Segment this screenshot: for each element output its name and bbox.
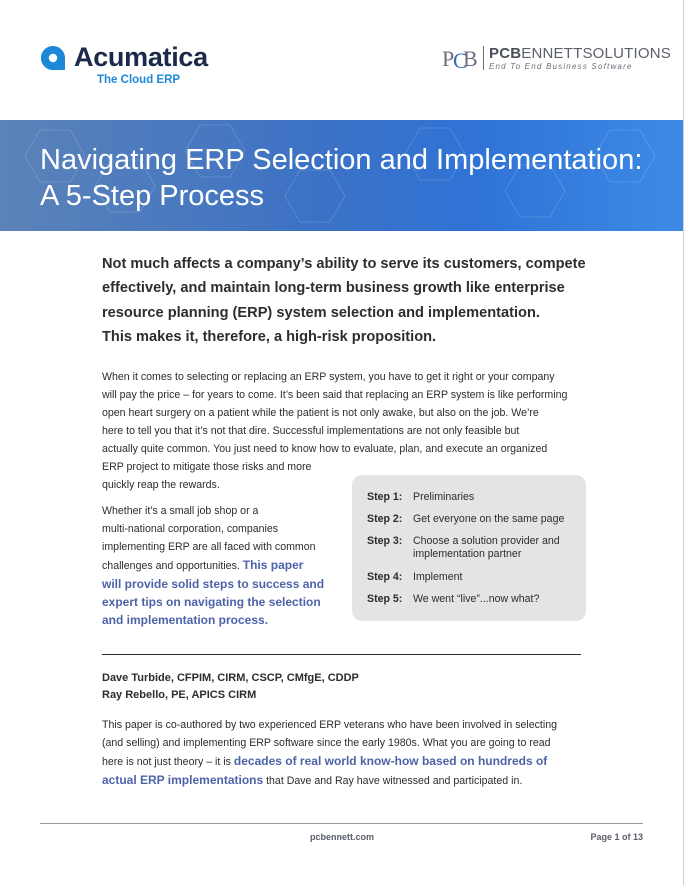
paragraph-line <box>102 752 592 771</box>
paragraph-line: When it comes to selecting or replacing an ERP system, you have to get it right or your company <box>102 371 555 383</box>
paragraph-line: actually quite common. You just need to know how to evaluate, plan, and execute an organized <box>102 443 548 455</box>
step-text: We went “live”...now what? <box>413 593 540 605</box>
highlighted-text: This paper <box>242 558 304 572</box>
step-text: Get everyone on the same page <box>413 513 565 525</box>
footer-divider <box>40 823 643 824</box>
paragraph-line: ERP project to mitigate those risks and more <box>102 461 312 473</box>
step-number: Step 4: <box>367 571 403 583</box>
paragraph-line: This paper is co-authored by two experienced ERP veterans who have been involved in selecting <box>102 719 558 731</box>
step-number: Step 5: <box>367 593 403 605</box>
highlighted-text: expert tips on navigating the selection <box>102 595 321 609</box>
step-number: Step 1: <box>367 491 403 503</box>
pcbennett-separator <box>483 46 484 70</box>
highlighted-text: and implementation process. <box>102 613 269 627</box>
acumatica-logo-icon <box>40 45 66 71</box>
intro-line: Not much affects a company’s ability to serve its customers, compete <box>102 256 586 272</box>
intro-line: effectively, and maintain long-term business growth like enterprise <box>102 280 565 297</box>
acumatica-tagline: The Cloud ERP <box>97 74 181 86</box>
step-text: Choose a solution provider and implementation partner <box>413 535 560 560</box>
paragraph-line: (and selling) and implementing ERP software since the early 1980s. What you are going to read <box>102 737 551 749</box>
step-number: Step 2: <box>367 513 403 525</box>
author-name: Dave Turbide, CFPIM, CIRM, CSCP, CMfgE, CDDP <box>102 672 359 684</box>
pcbennett-tagline: End To End Business Software <box>489 62 633 71</box>
paragraph-line: will pay the price – for years to come. It’s been said that replacing an ERP system is like performing <box>102 389 568 401</box>
paragraph-line: open heart surgery on a patient while the patient is not only awake, but also on the job. We’re <box>102 407 539 419</box>
footer-page-number: Page 1 of 13 <box>590 832 643 842</box>
pcbennett-wordmark <box>489 45 671 62</box>
author-name: Ray Rebello, PE, APICS CIRM <box>102 689 257 701</box>
paragraph-text: that Dave and Ray have witnessed and participated in. <box>263 775 523 787</box>
step-number: Step 3: <box>367 535 403 547</box>
document-title-line-1: Navigating ERP Selection and Implementation: <box>40 144 643 176</box>
highlighted-text: decades of real world know-how based on hundreds of <box>233 754 548 768</box>
title-banner <box>0 120 683 231</box>
intro-line: This makes it, therefore, a high-risk proposition. <box>102 328 437 345</box>
acumatica-wordmark: Acumatica <box>74 42 208 72</box>
document-title-line-2: A 5-Step Process <box>40 180 265 212</box>
svg-text:C: C <box>453 48 468 72</box>
step-text: Preliminaries <box>413 491 475 503</box>
pcbennett-monogram-icon <box>442 44 478 72</box>
paragraph-line: Whether it’s a small job shop or a <box>102 505 259 517</box>
intro-statement <box>102 252 592 349</box>
highlighted-text: will provide solid steps to success and <box>102 577 325 591</box>
paragraph-3 <box>102 716 592 790</box>
pcbennett-wordmark-rest: ENNETTSOLUTIONS <box>521 45 671 62</box>
svg-text:B: B <box>463 46 478 71</box>
steps-summary-box <box>352 475 586 621</box>
paragraph-2 <box>102 502 337 629</box>
highlighted-text: actual ERP implementations <box>102 773 264 787</box>
paragraph-line: implementing ERP are all faced with common <box>102 541 316 553</box>
paragraph-line <box>102 771 592 790</box>
footer-website: pcbennett.com <box>310 832 375 842</box>
paragraph-text: challenges and opportunities. <box>102 560 243 572</box>
paragraph-line: here to tell you that it’s not that dire. Successful implementations are not only feasible but <box>102 425 520 437</box>
pcbennett-wordmark-bold: PCB <box>489 45 522 62</box>
step-text: Implement <box>413 571 463 583</box>
authors-block <box>102 670 582 704</box>
svg-text:P: P <box>442 46 455 71</box>
intro-line: resource planning (ERP) system selection and implementation. <box>102 304 540 321</box>
section-divider <box>102 654 581 655</box>
document-title <box>40 142 660 214</box>
paragraph-text: here is not just theory – it is <box>102 756 234 768</box>
paragraph-line <box>102 556 337 575</box>
pcbennett-logo <box>442 44 671 74</box>
paragraph-line: multi-national corporation, companies <box>102 523 279 535</box>
paragraph-line: quickly reap the rewards. <box>102 479 220 491</box>
